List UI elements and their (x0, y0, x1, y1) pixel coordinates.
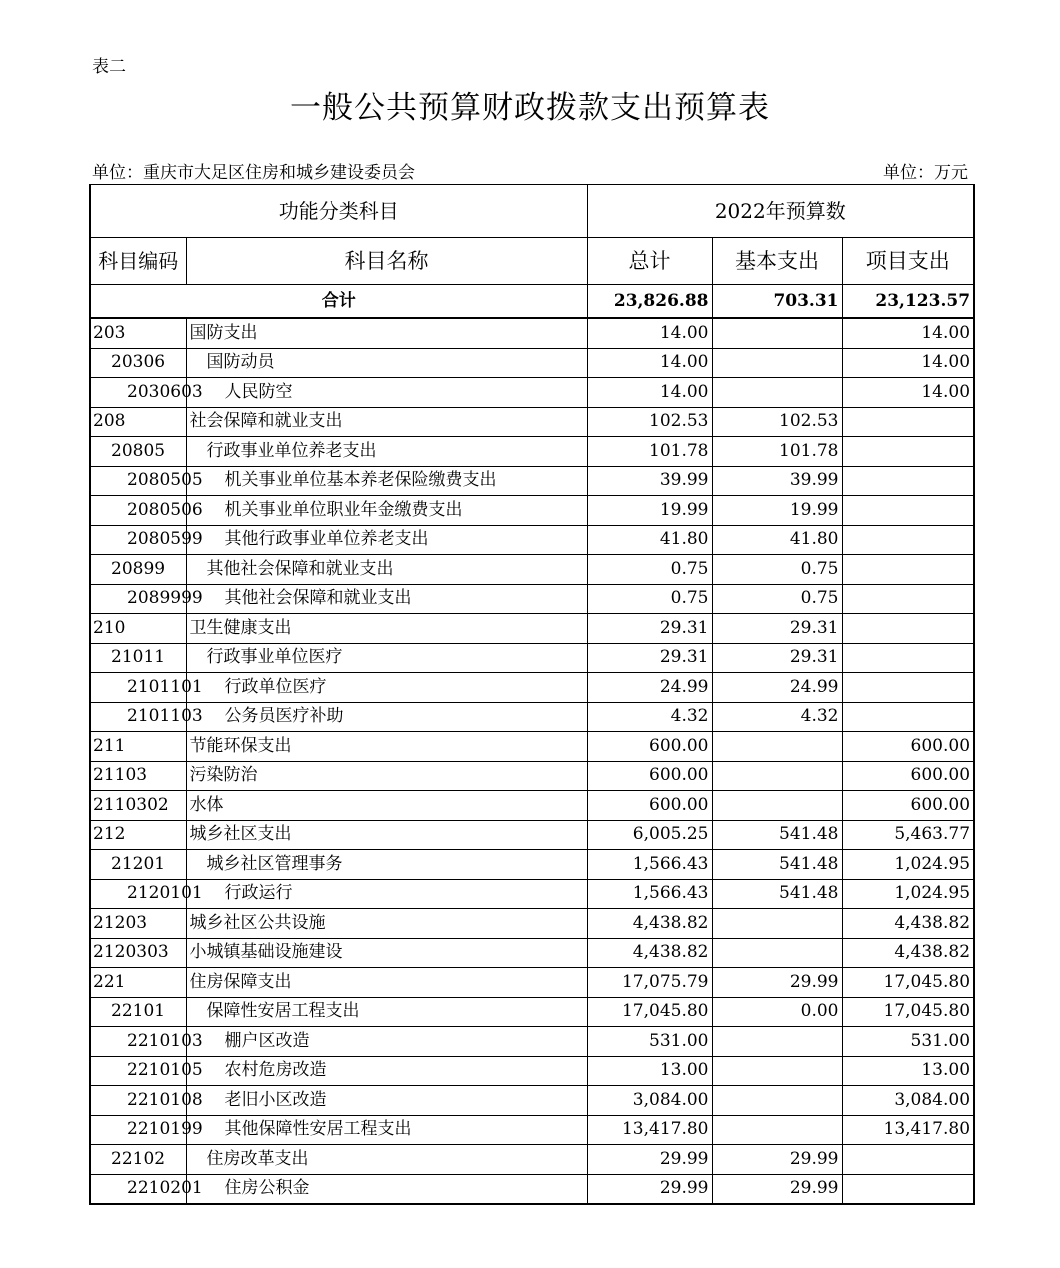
row-project: 14.00 (842, 318, 974, 348)
row-project: 4,438.82 (842, 909, 974, 939)
row-project (842, 555, 974, 585)
row-code: 2210103 (90, 1027, 186, 1057)
header-row-group (90, 185, 974, 238)
table-row (90, 584, 974, 614)
row-basic: 541.48 (712, 879, 842, 909)
row-total: 600.00 (587, 791, 712, 821)
table-row (90, 466, 974, 496)
row-project: 14.00 (842, 348, 974, 378)
row-total: 29.31 (587, 614, 712, 644)
header-function-classification: 功能分类科目 (90, 185, 587, 238)
unit-organization: 单位：重庆市大足区住房和城乡建设委员会 (92, 163, 415, 183)
table-row (90, 525, 974, 555)
row-name: 农村危房改造 (186, 1056, 587, 1086)
row-code: 2089999 (90, 584, 186, 614)
row-name: 保障性安居工程支出 (186, 997, 587, 1027)
table-row (90, 1115, 974, 1145)
table-row (90, 761, 974, 791)
row-code: 20306 (90, 348, 186, 378)
table-row (90, 673, 974, 703)
row-project: 5,463.77 (842, 820, 974, 850)
row-name: 卫生健康支出 (186, 614, 587, 644)
page-title: 一般公共预算财政拨款支出预算表 (290, 90, 770, 126)
row-code: 2080506 (90, 496, 186, 526)
row-project: 4,438.82 (842, 938, 974, 968)
row-basic: 541.48 (712, 820, 842, 850)
row-code: 21103 (90, 761, 186, 791)
table-row (90, 1027, 974, 1057)
row-code: 212 (90, 820, 186, 850)
row-total: 4,438.82 (587, 938, 712, 968)
row-code: 22102 (90, 1145, 186, 1175)
row-total: 600.00 (587, 761, 712, 791)
row-basic (712, 938, 842, 968)
table-row (90, 555, 974, 585)
row-basic (712, 1115, 842, 1145)
row-project (842, 1145, 974, 1175)
row-code: 203 (90, 318, 186, 348)
row-name: 公务员医疗补助 (186, 702, 587, 732)
row-name: 水体 (186, 791, 587, 821)
row-total: 41.80 (587, 525, 712, 555)
row-name: 城乡社区公共设施 (186, 909, 587, 939)
row-total: 14.00 (587, 348, 712, 378)
row-name: 行政运行 (186, 879, 587, 909)
header-project: 项目支出 (842, 238, 974, 285)
total-row (90, 285, 974, 319)
row-code: 21201 (90, 850, 186, 880)
table-row (90, 938, 974, 968)
row-project (842, 584, 974, 614)
row-name: 住房保障支出 (186, 968, 587, 998)
row-code: 2101101 (90, 673, 186, 703)
row-project: 600.00 (842, 761, 974, 791)
row-name: 机关事业单位基本养老保险缴费支出 (186, 466, 587, 496)
row-code: 2030603 (90, 378, 186, 408)
row-project: 1,024.95 (842, 879, 974, 909)
row-name: 人民防空 (186, 378, 587, 408)
header-row-columns (90, 238, 974, 285)
unit-currency: 单位：万元 (883, 163, 968, 183)
row-name: 其他保障性安居工程支出 (186, 1115, 587, 1145)
row-code: 2210108 (90, 1086, 186, 1116)
row-code: 22101 (90, 997, 186, 1027)
row-basic: 102.53 (712, 407, 842, 437)
row-basic: 29.31 (712, 614, 842, 644)
row-project (842, 525, 974, 555)
budget-table (89, 184, 975, 1205)
row-project: 600.00 (842, 732, 974, 762)
row-basic (712, 1056, 842, 1086)
row-basic: 29.99 (712, 1145, 842, 1175)
table-row (90, 968, 974, 998)
row-basic (712, 1027, 842, 1057)
row-basic: 0.75 (712, 584, 842, 614)
table-row (90, 378, 974, 408)
table-row (90, 1145, 974, 1175)
table-row (90, 1086, 974, 1116)
row-basic: 101.78 (712, 437, 842, 467)
header-budget-year: 2022年预算数 (587, 185, 974, 238)
row-total: 600.00 (587, 732, 712, 762)
row-basic: 541.48 (712, 850, 842, 880)
table-row (90, 997, 974, 1027)
total-project: 23,123.57 (842, 285, 974, 319)
row-total: 24.99 (587, 673, 712, 703)
row-total: 29.99 (587, 1174, 712, 1204)
row-total: 0.75 (587, 555, 712, 585)
total-sum: 23,826.88 (587, 285, 712, 319)
total-basic: 703.31 (712, 285, 842, 319)
row-total: 39.99 (587, 466, 712, 496)
table-row (90, 1056, 974, 1086)
header-code: 科目编码 (90, 238, 186, 285)
row-basic (712, 378, 842, 408)
row-code: 2101103 (90, 702, 186, 732)
row-code: 2080599 (90, 525, 186, 555)
table-row (90, 850, 974, 880)
row-name: 小城镇基础设施建设 (186, 938, 587, 968)
row-total: 6,005.25 (587, 820, 712, 850)
row-name: 其他社会保障和就业支出 (186, 584, 587, 614)
row-basic: 24.99 (712, 673, 842, 703)
row-basic: 29.99 (712, 968, 842, 998)
form-number: 表二 (92, 57, 126, 77)
row-total: 13.00 (587, 1056, 712, 1086)
row-basic: 29.31 (712, 643, 842, 673)
row-code: 2110302 (90, 791, 186, 821)
row-basic: 0.00 (712, 997, 842, 1027)
row-basic: 4.32 (712, 702, 842, 732)
row-name: 棚户区改造 (186, 1027, 587, 1057)
row-project: 600.00 (842, 791, 974, 821)
row-basic (712, 761, 842, 791)
row-name: 住房改革支出 (186, 1145, 587, 1175)
row-basic (712, 348, 842, 378)
row-total: 17,045.80 (587, 997, 712, 1027)
row-code: 2080505 (90, 466, 186, 496)
row-name: 住房公积金 (186, 1174, 587, 1204)
row-total: 4.32 (587, 702, 712, 732)
row-project (842, 437, 974, 467)
row-total: 531.00 (587, 1027, 712, 1057)
row-code: 20899 (90, 555, 186, 585)
row-basic: 0.75 (712, 555, 842, 585)
total-label: 合计 (90, 285, 587, 319)
row-name: 其他社会保障和就业支出 (186, 555, 587, 585)
row-basic (712, 791, 842, 821)
row-basic: 41.80 (712, 525, 842, 555)
row-total: 3,084.00 (587, 1086, 712, 1116)
row-project: 17,045.80 (842, 968, 974, 998)
row-total: 13,417.80 (587, 1115, 712, 1145)
row-name: 老旧小区改造 (186, 1086, 587, 1116)
row-basic (712, 909, 842, 939)
row-project: 13,417.80 (842, 1115, 974, 1145)
row-total: 0.75 (587, 584, 712, 614)
header-total: 总计 (587, 238, 712, 285)
row-name: 机关事业单位职业年金缴费支出 (186, 496, 587, 526)
table-row (90, 1174, 974, 1204)
table-row (90, 791, 974, 821)
row-code: 2210105 (90, 1056, 186, 1086)
row-code: 210 (90, 614, 186, 644)
row-project (842, 466, 974, 496)
table-row (90, 496, 974, 526)
row-name: 国防支出 (186, 318, 587, 348)
table-row (90, 732, 974, 762)
row-name: 行政单位医疗 (186, 673, 587, 703)
table-row (90, 643, 974, 673)
row-project: 3,084.00 (842, 1086, 974, 1116)
row-total: 101.78 (587, 437, 712, 467)
table-row (90, 407, 974, 437)
row-basic (712, 318, 842, 348)
row-code: 211 (90, 732, 186, 762)
row-total: 29.31 (587, 643, 712, 673)
row-total: 102.53 (587, 407, 712, 437)
row-total: 17,075.79 (587, 968, 712, 998)
row-total: 19.99 (587, 496, 712, 526)
row-project: 17,045.80 (842, 997, 974, 1027)
table-row (90, 909, 974, 939)
row-project: 1,024.95 (842, 850, 974, 880)
row-name: 行政事业单位医疗 (186, 643, 587, 673)
row-project (842, 643, 974, 673)
row-project (842, 673, 974, 703)
table-row (90, 437, 974, 467)
row-name: 社会保障和就业支出 (186, 407, 587, 437)
row-code: 21011 (90, 643, 186, 673)
table-row (90, 348, 974, 378)
row-name: 节能环保支出 (186, 732, 587, 762)
row-code: 2210201 (90, 1174, 186, 1204)
table-row (90, 614, 974, 644)
row-basic (712, 732, 842, 762)
row-total: 14.00 (587, 378, 712, 408)
row-basic (712, 1086, 842, 1116)
table-row (90, 702, 974, 732)
row-code: 2210199 (90, 1115, 186, 1145)
header-basic: 基本支出 (712, 238, 842, 285)
row-name: 国防动员 (186, 348, 587, 378)
row-total: 1,566.43 (587, 850, 712, 880)
row-name: 其他行政事业单位养老支出 (186, 525, 587, 555)
row-project (842, 614, 974, 644)
row-project: 14.00 (842, 378, 974, 408)
header-name: 科目名称 (186, 238, 587, 285)
row-project (842, 1174, 974, 1204)
table-row (90, 820, 974, 850)
row-total: 1,566.43 (587, 879, 712, 909)
row-code: 208 (90, 407, 186, 437)
row-basic: 39.99 (712, 466, 842, 496)
row-code: 2120303 (90, 938, 186, 968)
row-project: 13.00 (842, 1056, 974, 1086)
row-name: 城乡社区管理事务 (186, 850, 587, 880)
row-name: 行政事业单位养老支出 (186, 437, 587, 467)
row-project: 531.00 (842, 1027, 974, 1057)
row-code: 20805 (90, 437, 186, 467)
row-basic: 19.99 (712, 496, 842, 526)
row-name: 污染防治 (186, 761, 587, 791)
row-basic: 29.99 (712, 1174, 842, 1204)
row-total: 14.00 (587, 318, 712, 348)
row-project (842, 702, 974, 732)
row-code: 21203 (90, 909, 186, 939)
row-project (842, 407, 974, 437)
row-total: 29.99 (587, 1145, 712, 1175)
row-project (842, 496, 974, 526)
row-code: 2120101 (90, 879, 186, 909)
row-total: 4,438.82 (587, 909, 712, 939)
table-row (90, 879, 974, 909)
row-name: 城乡社区支出 (186, 820, 587, 850)
table-row (90, 318, 974, 348)
row-code: 221 (90, 968, 186, 998)
